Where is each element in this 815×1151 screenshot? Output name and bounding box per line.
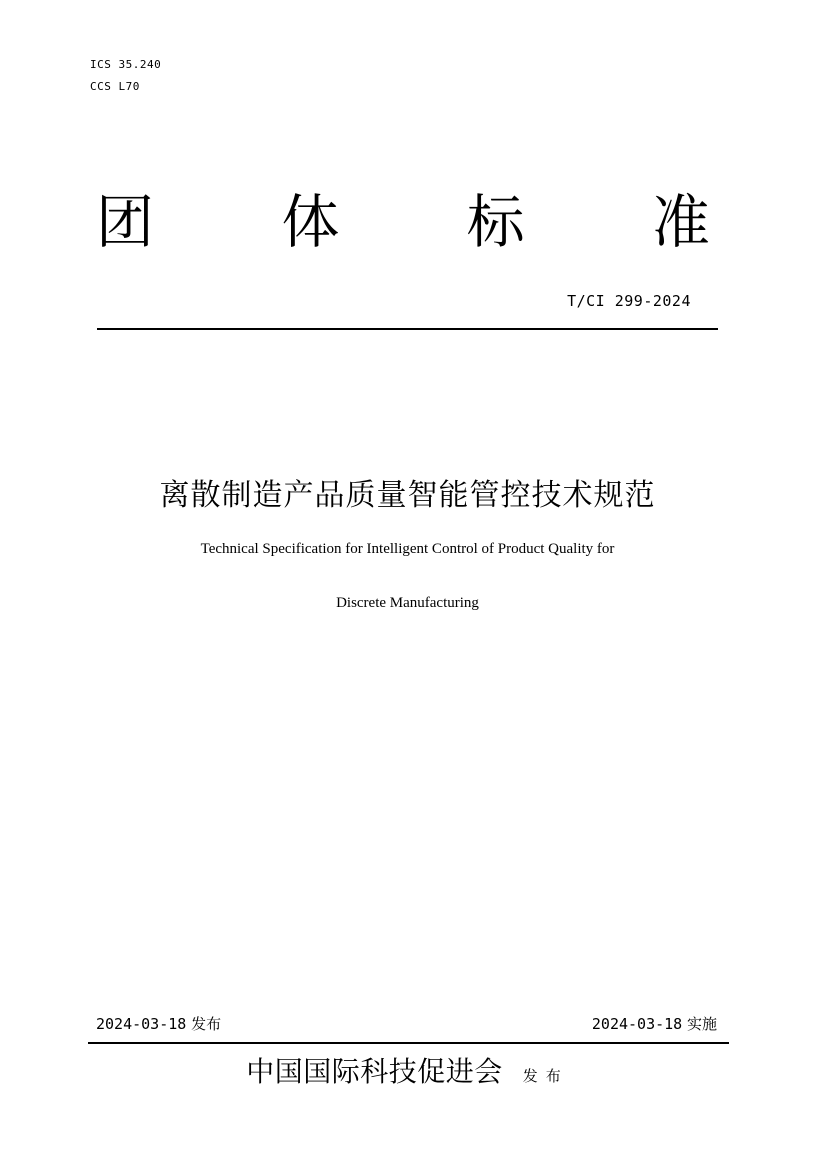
- standard-type-char-1: 团: [96, 188, 155, 256]
- standard-type-heading: [96, 182, 710, 262]
- publisher-organization: 中国国际科技促进会: [246, 1055, 503, 1088]
- document-title-english-line-1: Technical Specification for Intelligent Control of Product Quality for: [200, 541, 615, 557]
- standard-type-char-3: 标: [466, 188, 525, 256]
- ics-code: ICS 35.240: [90, 58, 162, 71]
- publish-date-label: 发布: [191, 1015, 222, 1033]
- ccs-code: CCS L70: [90, 80, 140, 93]
- publish-date: 2024-03-18: [96, 1015, 187, 1033]
- standard-number: T/CI 299-2024: [567, 292, 691, 310]
- bottom-divider: [88, 1042, 729, 1044]
- publisher-line: [0, 1050, 815, 1090]
- top-divider: [97, 328, 718, 330]
- publish-date-block: [96, 1013, 221, 1034]
- document-title-chinese: 离散制造产品质量智能管控技术规范: [159, 478, 656, 513]
- standard-type-char-4: 准: [651, 188, 710, 256]
- document-title-english-line-2: Discrete Manufacturing: [336, 595, 479, 611]
- implement-date: 2024-03-18: [591, 1015, 683, 1033]
- standard-type-char-2: 体: [281, 188, 340, 256]
- classification-codes: [90, 54, 161, 98]
- implement-date-label: 实施: [686, 1015, 717, 1033]
- publisher-issue-label: 发布: [522, 1067, 569, 1085]
- implement-date-block: [592, 1013, 717, 1034]
